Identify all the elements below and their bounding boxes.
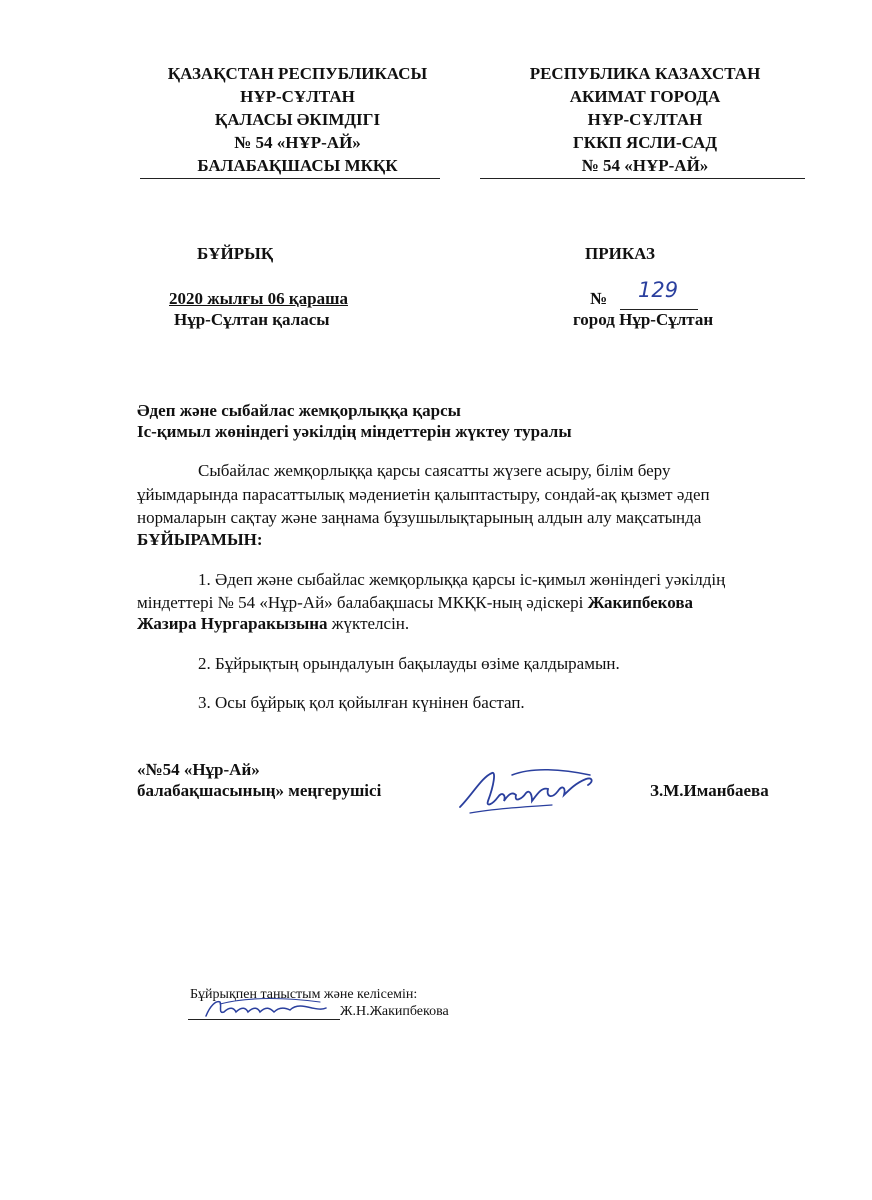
header-right-rule [480,178,805,179]
item-1-prefix: міндеттері № 54 «Нұр-Ай» балабақшасы МКҚК-ның әдіскері [137,593,588,612]
item-1-line-2 [137,592,693,613]
header-russian-line: АКИМАТ ГОРОДА [569,87,721,106]
subject-line-2: Іс-қимыл жөніндегі уәкілдің міндеттерін жүктеу туралы [137,422,572,441]
acknowledgement-signature-image [200,996,330,1022]
preamble-line: нормаларын сақтау және заңнама бұзушылықтарының алдын алу мақсатында [137,508,702,527]
head-signature-image [452,765,602,820]
order-city-russian: город Нұр-Сұлтан [573,310,714,329]
signature-org-line-1: «№54 «Нұр-Ай» [137,760,260,779]
order-title-russian: ПРИКАЗ [585,244,655,263]
item-2: 2. Бұйрықтың орындалуын бақылауды өзіме қалдырамын. [198,654,620,673]
order-date: 2020 жылғы 06 қараша [169,289,348,308]
header-kazakh-line: ҚАЛАСЫ ӘКІМДІГІ [214,110,381,129]
item-3: 3. Осы бұйрық қол қойылған күнінен бастап. [198,693,525,712]
preamble-line: Сыбайлас жемқорлыққа қарсы саясатты жүзеге асыру, білім беру [198,461,671,480]
acknowledgement-name: Ж.Н.Жакипбекова [340,1004,449,1019]
appointee-name: Жазира Нургаракызына [137,614,328,633]
order-city-kazakh: Нұр-Сұлтан қаласы [174,310,330,329]
header-russian [505,62,785,177]
preamble-line: ұйымдарында парасаттылық мәдениетін қалыптастыру, сондай-ақ қызмет әдеп [137,485,710,504]
order-title-kazakh: БҰЙРЫҚ [197,244,274,263]
header-kazakh-line: ҚАЗАҚСТАН РЕСПУБЛИКАСЫ [167,64,428,83]
header-kazakh-line: № 54 «НҰР-АЙ» [234,133,361,152]
header-russian-line: РЕСПУБЛИКА КАЗАХСТАН [529,64,761,83]
item-1-line-1: 1. Әдеп және сыбайлас жемқорлыққа қарсы іс-қимыл жөніндегі уәкілдің [198,570,726,589]
appointee-surname: Жакипбекова [587,593,694,612]
header-kazakh [150,62,445,177]
subject-line-1: Әдеп және сыбайлас жемқорлыққа қарсы [137,401,461,420]
acknowledgement-text: Бұйрықпен таныстым және келісемін: [190,987,418,1002]
header-russian-line: ГККП ЯСЛИ-САД [572,133,718,152]
signature-org-line-2: балабақшасының» меңгерушісі [137,781,382,800]
header-kazakh-line: БАЛАБАҚШАСЫ МКҚК [197,156,398,175]
order-number-handwritten: 129 [638,278,679,302]
order-number-label: № [590,289,608,308]
signer-name: З.М.Иманбаева [650,781,769,800]
header-kazakh-line: НҰР-СҰЛТАН [240,87,355,106]
item-1-suffix: жүктелсін. [327,614,410,633]
item-1-line-3 [137,613,409,634]
order-word: БҰЙЫРАМЫН: [137,530,263,549]
header-russian-line: НҰР-СҰЛТАН [587,110,703,129]
header-russian-line: № 54 «НҰР-АЙ» [581,156,709,175]
header-left-rule [140,178,440,179]
